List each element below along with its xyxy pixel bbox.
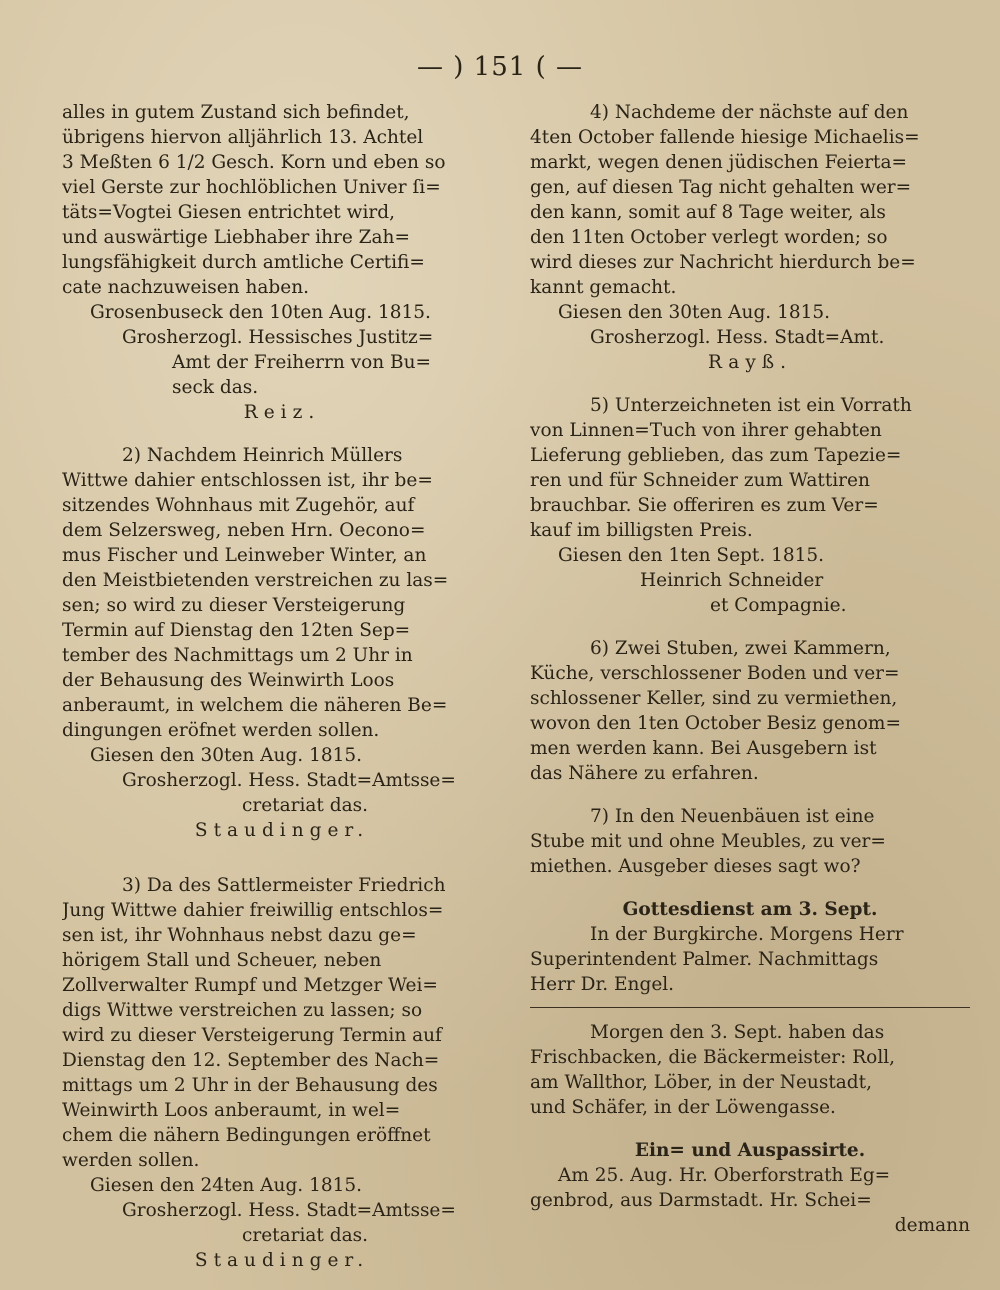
notice-7 [530,804,970,879]
notice-date: Giesen den 1ten Sept. 1815. [558,545,825,566]
left-column [62,100,502,1273]
text-line: wovon den 1ten October Besiz genom= [530,713,901,734]
notice-date: Giesen den 24ten Aug. 1815. [90,1175,363,1196]
text-line: das Nähere zu erfahren. [530,763,759,784]
notice-signature: et Compagnie. [710,595,847,616]
signatory-name: Rayß. [707,352,793,373]
text-line: 5) Unterzeichneten ist ein Vorrath [590,395,912,416]
text-line: wird zu dieser Versteigerung Termin auf [62,1025,442,1046]
text-line: dem Selzersweg, neben Hrn. Oecono= [62,520,426,541]
text-line: am Wallthor, Löber, in der Neustadt, [530,1072,872,1093]
text-line: wird dieses zur Nachricht hierdurch be= [530,252,916,273]
arrivals-paragraph [530,1163,970,1213]
arrivals-heading: Ein= und Auspassirte. [634,1140,866,1161]
text-line: täts=Vogtei Giesen entrichtet wird, [62,202,395,223]
text-line: ren und für Schneider zum Wattiren [530,470,870,491]
section-divider [530,1007,970,1008]
notice-3 [62,873,502,1173]
text-line: hörigem Stall und Scheuer, neben [62,950,382,971]
signatory-name: Staudinger. [194,1250,370,1271]
text-line: den Meistbietenden verstreichen zu las= [62,570,449,591]
text-line: Zollverwalter Rumpf und Metzger Wei= [62,975,438,996]
text-line: 7) In den Neuenbäuen ist eine [590,806,875,827]
text-line: Stube mit und ohne Meubles, zu ver= [530,831,886,852]
text-line: kannt gemacht. [530,277,677,298]
service-heading: Gottesdienst am 3. Sept. [622,899,878,920]
text-line: alles in gutem Zustand sich befindet, [62,102,410,123]
text-line: 3 Meßten 6 1/2 Gesch. Korn und eben so [62,152,446,173]
text-line: 4) Nachdeme der nächste auf den [590,102,909,123]
notice-signature: Grosherzogl. Hess. Stadt=Amtsse= [122,1200,456,1221]
text-line: In der Burgkirche. Morgens Herr [590,924,904,945]
text-line: Superintendent Palmer. Nachmittags [530,949,879,970]
notice-signature: Grosherzogl. Hessisches Justitz= [122,327,434,348]
text-line: und auswärtige Liebhaber ihre Zah= [62,227,410,248]
text-line: kauf im billigsten Preis. [530,520,753,541]
text-line: cate nachzuweisen haben. [62,277,310,298]
text-line: anberaumt, in welchem die näheren Be= [62,695,448,716]
text-line: Frischbacken, die Bäckermeister: Roll, [530,1047,896,1068]
notice-signature: Heinrich Schneider [640,570,824,591]
signatory-name: Reiz. [243,402,321,423]
right-column [530,100,970,1238]
text-line: Termin auf Dienstag den 12ten Sep= [62,620,411,641]
text-line: miethen. Ausgeber dieses sagt wo? [530,856,861,877]
text-line: men werden kann. Bei Ausgebern ist [530,738,877,759]
text-line: Lieferung geblieben, das zum Tapezie= [530,445,902,466]
text-line: der Behausung des Weinwirth Loos [62,670,395,691]
text-line: werden sollen. [62,1150,200,1171]
text-line: übrigens hiervon alljährlich 13. Achtel [62,127,424,148]
text-line: chem die nähern Bedingungen eröffnet [62,1125,431,1146]
notice-signature: seck das. [172,377,259,398]
text-line: tember des Nachmittags um 2 Uhr in [62,645,413,666]
notice-date: Giesen den 30ten Aug. 1815. [558,302,831,323]
notice-2 [62,443,502,743]
text-line: Wittwe dahier entschlossen ist, ihr be= [62,470,433,491]
catchword: demann [894,1215,970,1236]
text-line: Am 25. Aug. Hr. Oberforstrath Eg= [558,1165,891,1186]
text-line: sen ist, ihr Wohnhaus nebst dazu ge= [62,925,417,946]
text-line: Küche, verschlossener Boden und ver= [530,663,900,684]
text-line: markt, wegen denen jüdischen Feierta= [530,152,908,173]
text-line: Weinwirth Loos anberaumt, in wel= [62,1100,401,1121]
signatory-name: Staudinger. [194,820,370,841]
continuation-paragraph [62,100,502,300]
text-line: Jung Wittwe dahier freiwillig entschlos= [62,900,444,921]
text-line: und Schäfer, in der Löwengasse. [530,1097,836,1118]
text-line: 6) Zwei Stuben, zwei Kammern, [590,638,891,659]
text-line: mus Fischer und Leinweber Winter, an [62,545,427,566]
text-line: gen, auf diesen Tag nicht gehalten wer= [530,177,912,198]
text-line: 2) Nachdem Heinrich Müllers [122,445,403,466]
service-paragraph [530,922,970,997]
text-line: digs Wittwe verstreichen zu lassen; so [62,1000,423,1021]
text-line: sitzendes Wohnhaus mit Zugehör, auf [62,495,415,516]
text-line: sen; so wird zu dieser Versteigerung [62,595,406,616]
text-line: schlossener Keller, sind zu vermiethen, [530,688,898,709]
notice-date: Giesen den 30ten Aug. 1815. [90,745,363,766]
text-line: lungsfähigkeit durch amtliche Certifi= [62,252,425,273]
notice-signature: Grosherzogl. Hess. Stadt=Amt. [590,327,885,348]
notice-signature: Amt der Freiherrn von Bu= [172,352,432,373]
bakers-paragraph [530,1020,970,1120]
text-line: viel Gerste zur hochlöblichen Univer ſi= [62,177,441,198]
text-line: den 11ten October verlegt worden; so [530,227,888,248]
notice-4 [530,100,970,300]
text-line: Morgen den 3. Sept. haben das [590,1022,885,1043]
notice-signature: cretariat das. [242,1225,368,1246]
text-line: von Linnen=Tuch von ihrer gehabten [530,420,882,441]
notice-signature: Grosherzogl. Hess. Stadt=Amtsse= [122,770,456,791]
text-line: brauchbar. Sie offeriren es zum Ver= [530,495,879,516]
text-line: dingungen eröfnet werden sollen. [62,720,380,741]
text-line: mittags um 2 Uhr in der Behausung des [62,1075,438,1096]
text-line: Dienstag den 12. September des Nach= [62,1050,440,1071]
text-line: 3) Da des Sattlermeister Friedrich [122,875,446,896]
text-line: genbrod, aus Darmstadt. Hr. Schei= [530,1190,872,1211]
notice-date: Grosenbuseck den 10ten Aug. 1815. [90,302,431,323]
notice-6 [530,636,970,786]
notice-5 [530,393,970,543]
page-number-header: — ) 151 ( — [417,52,583,82]
text-line: 4ten October fallende hiesige Michaelis= [530,127,920,148]
text-line: den kann, somit auf 8 Tage weiter, als [530,202,886,223]
text-line: Herr Dr. Engel. [530,974,675,995]
notice-signature: cretariat das. [242,795,368,816]
